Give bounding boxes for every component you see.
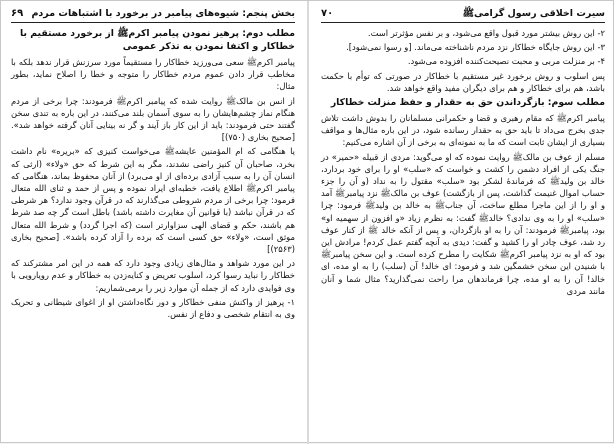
- list-item: ۲- این روش بیشتر مورد قبول واقع می‌شود، و بر نفس مؤثرتر است.: [367, 28, 605, 38]
- left-page: [1, 1, 307, 444]
- paragraph: از انس بن مالکﷺ روایت شده که پیامبر اکرمﷺ فرمودند: چرا برخی از مردم هنگام نماز چشم‌هایشان را به سوی آسمان بلند می‌کنند، در این باره به تندی سخن گفتند حتی فرمودند: باید از این کار باز آیند و گر نه بینایی آنان گرفته خواهد شد». [صحیح بخاری (۷۵۰)]: [11, 95, 295, 143]
- paragraph: پس اسلوب و روش برخورد غیر مستقیم با خطاکار در صورتی که توأم با حکمت باشد، هم برای خطاکار و هم برای دیگران مفید واقع خواهد شد.: [321, 70, 605, 93]
- paragraph: پیامبر اکرمﷺ که مقام رهبری و قضا و حکمرانی مسلمانان را بدوش داشت تلاش جدی بخرج می‌داد تا باید حق به حقدار رسانده شود، در این باره مثال‌ها و مواقف بسیاری از ایشان ثابت است که ما به نمونه‌ای به برخی از آن اشاره می‌کنیم:: [321, 113, 605, 148]
- right-page: [309, 1, 614, 444]
- header-title-right: سیرت اخلاقی رسول گرامیﷺ: [462, 8, 605, 19]
- page-number-right: ۷۰: [321, 8, 334, 19]
- list-item: ۴- بر منزلت مربی و محبت نصیحت‌کننده افزوده می‌شود.: [407, 56, 605, 67]
- running-header-left: [11, 7, 295, 23]
- paragraph: ۱- پرهیز از واکنش منفی خطاکار و دور نگاه‌داشتن او از اغوای شیطانی و تحریک وی به انتقام شخصی و دفاع از نفس.: [11, 296, 295, 320]
- section-heading-left: مطلب دوم: پرهیز نمودن پیامبر اکرمﷺ از برخورد مستقیم با خطاکار و اکتفا نمودن به تذکر عمومی: [20, 28, 295, 52]
- paragraph: مسلم از عوف بن مالکﷺ روایت نموده که او می‌گوید: مردی از قبیله «حمیر» در جنگ یکی از افراد دشمن را کشت و خواست که «سلب» او را برای خود بردارد، خالد بن ولیدﷺ که فرماندهٔ لشکر بود «سلب» مقتول را به نداد (و آن را جزء حساب اموال غنیمت گذاشت، پس از بازگشت) عوف بن مالکﷺ نزد پیامبرﷺ آمد و او را از این ماجرا مطلع ساخت، آن جنابﷺ به خالد بن ولیدﷺ فرمود: چرا «سلب» او را به وی ندادی؟ خالدﷺ گفت: به نظرم زیاد «و افزون از سهمیه او» بود، پیامبرﷺ فرمودند: آن را به او بازگردان، و پس از آنکه خالد ﷺ از کنار عوف رد شد، عوف چادر او را کشید و گفت: دیدی به آنچه گفتم عمل کردم! مرادش این بود که او به نزد پیامبر اکرمﷺ شکایت را مطرح کرده است. و این سخن پیامبرﷺ با شنیدن این سخن خشمگین شد و فرمود: ای خالد! آن (سلب) را به او مده، ای خالد! آن را به او مده، چرا فرماندهان مرا راحت نمی‌گذارید؟ مثال شما و آنان مانند مردی: [321, 151, 605, 296]
- page-number-left: ۶۹: [11, 8, 24, 19]
- header-title-left: بخش پنجم: شیوه‌های پیامبر در برخورد با اشتباهات مردم: [31, 8, 295, 19]
- paragraph: پیامبر اکرمﷺ سعی می‌ورزید خطاکار را مستقیماً مورد سرزنش قرار ندهد بلکه با مخاطب قرار دادن عموم مردم خطاکار را متوجه و خطا را اصلاح نماید، بطور مثال:: [11, 57, 295, 92]
- list-item: ۳- این روش جایگاه خطاکار نزد مردم ناشناخته می‌ماند. [و رسوا نمی‌شود].: [346, 42, 605, 53]
- paragraph: یا هنگامی که ام المؤمنین عایشهﷺ می‌خواست کنیزی که «بریره» نام داشت بخرد، صاحبان آن کنیز راضی نشدند، مگر به این شرط که حق «ولاء» (ارثی که انسان آن را به سبب آزادی برده‌ای از او می‌برد) از آنان محفوظ بماند، هنگامی که پیامبر اکرمﷺ اطلاع یافت، خطبه‌ای ایراد نموده و پس از حمد و ثنای الله متعال فرمود: چرا برخی از مردم شروطی می‌گذارند که در قرآن وجود ندارد؟ هر شرطی که در قرآن نباشد (با قوانین آن مغایرت داشته باشد) باطل است گر چه صد شرط هم باشند، حکم و قضای الهی سزاوارتر است (که اجرا گردد) و شرط الله متعال موثق است، «ولاء» حق کسی است که برده را آزاد کرده باشد». [صحیح بخاری (۲۵۶۳)]: [11, 146, 295, 255]
- running-header-right: [321, 7, 605, 23]
- paragraph: در این مورد شواهد و مثال‌های زیادی وجود دارد که همه در این امر مشترکند که خطاکار را نباید رسوا کرد، اسلوب تعریض و کنایه‌زدن به خطاکار و عدم رویارویی با وی فوایدی دارد که از جمله آن موارد زیر را برمی‌شماریم:: [11, 258, 295, 293]
- section-heading-right: مطلب سوم: بازگرداندن حق به حقدار و حفظ منزلت خطاکار: [330, 97, 605, 109]
